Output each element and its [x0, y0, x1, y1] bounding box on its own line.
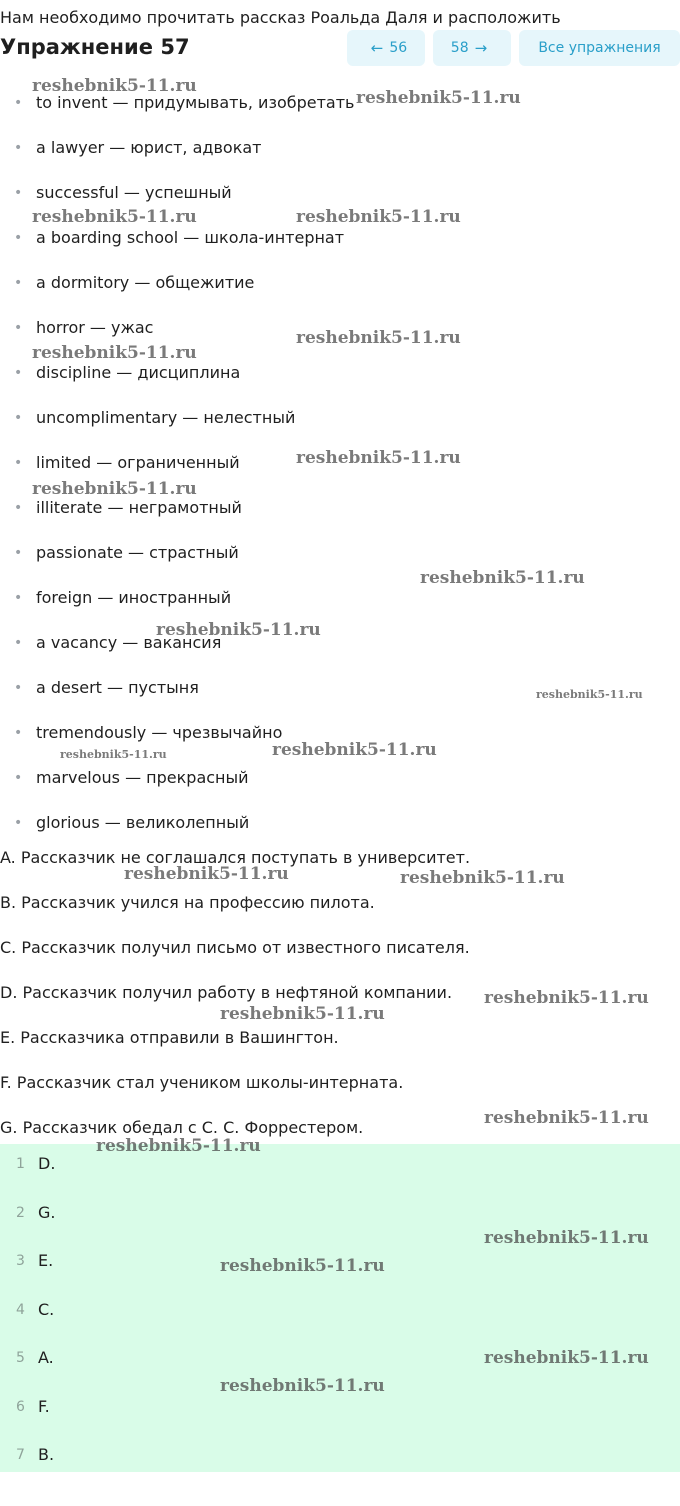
answer-row — [0, 1387, 680, 1436]
vocabulary-item — [0, 623, 680, 668]
bullet-icon: • — [14, 185, 23, 201]
vocabulary-list — [0, 83, 680, 848]
statement: C. Рассказчик получил письмо от известного писателя. — [0, 938, 470, 957]
watermark: reshebnik5-11.ru — [484, 988, 649, 1008]
bullet-icon: • — [14, 455, 23, 471]
statement: B. Рассказчик учился на профессию пилота. — [0, 893, 375, 912]
answer-row — [0, 1435, 680, 1484]
answer-number: 7 — [16, 1447, 25, 1463]
watermark: reshebnik5-11.ru — [220, 1376, 385, 1396]
watermark: reshebnik5-11.ru — [32, 207, 197, 227]
bullet-icon: • — [14, 770, 23, 786]
watermark: reshebnik5-11.ru — [220, 1004, 385, 1024]
vocabulary-item — [0, 128, 680, 173]
vocabulary-text: discipline — дисциплина — [36, 363, 241, 382]
vocabulary-text: uncomplimentary — нелестный — [36, 408, 296, 427]
next-exercise-label: 58 — [450, 40, 469, 56]
prev-exercise-label: 56 — [389, 40, 408, 56]
answers-block — [0, 1144, 680, 1472]
vocabulary-item — [0, 83, 680, 128]
answer-row — [0, 1338, 680, 1387]
vocabulary-text: a desert — пустыня — [36, 678, 199, 697]
vocabulary-item — [0, 668, 680, 713]
all-exercises-button[interactable] — [519, 30, 680, 66]
watermark: reshebnik5-11.ru — [296, 207, 461, 227]
bullet-icon: • — [14, 140, 23, 156]
vocabulary-item — [0, 218, 680, 263]
watermark: reshebnik5-11.ru — [420, 568, 585, 588]
all-exercises-label: Все упражнения — [538, 40, 661, 56]
vocabulary-text: marvelous — прекрасный — [36, 768, 249, 787]
watermark: reshebnik5-11.ru — [60, 748, 167, 761]
page-title: Упражнение 57 — [0, 35, 190, 59]
arrow-right-icon: → — [474, 39, 488, 57]
watermark: reshebnik5-11.ru — [124, 864, 289, 884]
statement: A. Рассказчик не соглашался поступать в университет. — [0, 848, 471, 867]
watermark: reshebnik5-11.ru — [484, 1228, 649, 1248]
watermark: reshebnik5-11.ru — [96, 1136, 261, 1156]
watermark: reshebnik5-11.ru — [484, 1108, 649, 1128]
bullet-icon: • — [14, 275, 23, 291]
answer-row — [0, 1290, 680, 1339]
vocabulary-text: limited — ограниченный — [36, 453, 240, 472]
bullet-icon: • — [14, 365, 23, 381]
answer-value: E. — [38, 1251, 54, 1270]
vocabulary-text: tremendously — чрезвычайно — [36, 723, 283, 742]
vocabulary-item — [0, 578, 680, 623]
watermark: reshebnik5-11.ru — [32, 479, 197, 499]
arrow-left-icon: ← — [370, 39, 384, 57]
vocabulary-item — [0, 263, 680, 308]
bullet-icon: • — [14, 230, 23, 246]
next-exercise-button[interactable] — [433, 30, 511, 66]
bullet-icon: • — [14, 635, 23, 651]
statement: F. Рассказчик стал учеником школы-интерната. — [0, 1073, 404, 1092]
vocabulary-text: horror — ужас — [36, 318, 154, 337]
answer-value: D. — [38, 1154, 56, 1173]
vocabulary-text: a dormitory — общежитие — [36, 273, 255, 292]
vocabulary-text: successful — успешный — [36, 183, 232, 202]
vocabulary-text: a lawyer — юрист, адвокат — [36, 138, 262, 157]
watermark: reshebnik5-11.ru — [296, 328, 461, 348]
answer-number: 3 — [16, 1253, 25, 1269]
vocabulary-item — [0, 173, 680, 218]
vocabulary-item — [0, 353, 680, 398]
statement: E. Рассказчика отправили в Вашингтон. — [0, 1028, 339, 1047]
vocabulary-text: glorious — великолепный — [36, 813, 250, 832]
vocabulary-item — [0, 443, 680, 488]
bullet-icon: • — [14, 680, 23, 696]
vocabulary-item — [0, 398, 680, 443]
vocabulary-text: foreign — иностранный — [36, 588, 232, 607]
answer-value: A. — [38, 1348, 54, 1367]
vocabulary-text: a boarding school — школа-интернат — [36, 228, 345, 247]
statement: G. Рассказчик обедал с С. С. Форрестером. — [0, 1118, 364, 1137]
answer-number: 4 — [16, 1301, 25, 1318]
vocabulary-item — [0, 803, 680, 848]
answer-number: 1 — [16, 1156, 25, 1172]
answer-row — [0, 1144, 680, 1193]
intro-text: Нам необходимо прочитать рассказ Роальда Даля и расположить — [0, 8, 561, 27]
vocabulary-text: to invent — придумывать, изобретать — [36, 93, 355, 112]
answer-value: F. — [38, 1396, 50, 1416]
watermark: reshebnik5-11.ru — [536, 688, 643, 701]
vocabulary-text: illiterate — неграмотный — [36, 498, 242, 517]
answer-value: B. — [38, 1445, 55, 1464]
bullet-icon: • — [14, 590, 23, 606]
answer-number: 6 — [16, 1398, 25, 1415]
bullet-icon: • — [14, 545, 23, 561]
answer-row — [0, 1241, 680, 1290]
bullet-icon: • — [14, 95, 23, 111]
vocabulary-item — [0, 308, 680, 353]
answer-number: 2 — [16, 1204, 25, 1221]
watermark: reshebnik5-11.ru — [220, 1256, 385, 1276]
watermark: reshebnik5-11.ru — [156, 620, 321, 640]
statement: D. Рассказчик получил работу в нефтяной компании. — [0, 983, 453, 1002]
watermark: reshebnik5-11.ru — [484, 1348, 649, 1368]
bullet-icon: • — [14, 320, 23, 336]
answer-value: G. — [38, 1202, 56, 1222]
watermark: reshebnik5-11.ru — [32, 343, 197, 363]
vocabulary-item — [0, 488, 680, 533]
bullet-icon: • — [14, 815, 23, 831]
statements-list — [0, 845, 680, 1160]
vocabulary-item — [0, 533, 680, 578]
vocabulary-item — [0, 713, 680, 758]
vocabulary-text: passionate — страстный — [36, 543, 239, 562]
watermark: reshebnik5-11.ru — [400, 868, 565, 888]
bullet-icon: • — [14, 500, 23, 516]
vocabulary-text: a vacancy — вакансия — [36, 633, 222, 652]
prev-exercise-button[interactable] — [347, 30, 425, 66]
answer-value: C. — [38, 1299, 55, 1319]
watermark: reshebnik5-11.ru — [356, 88, 521, 108]
vocabulary-item — [0, 758, 680, 803]
answer-number: 5 — [16, 1350, 25, 1366]
watermark: reshebnik5-11.ru — [272, 740, 437, 760]
watermark: reshebnik5-11.ru — [32, 76, 197, 96]
bullet-icon: • — [14, 410, 23, 426]
bullet-icon: • — [14, 725, 23, 741]
answer-row — [0, 1193, 680, 1242]
watermark: reshebnik5-11.ru — [296, 448, 461, 468]
